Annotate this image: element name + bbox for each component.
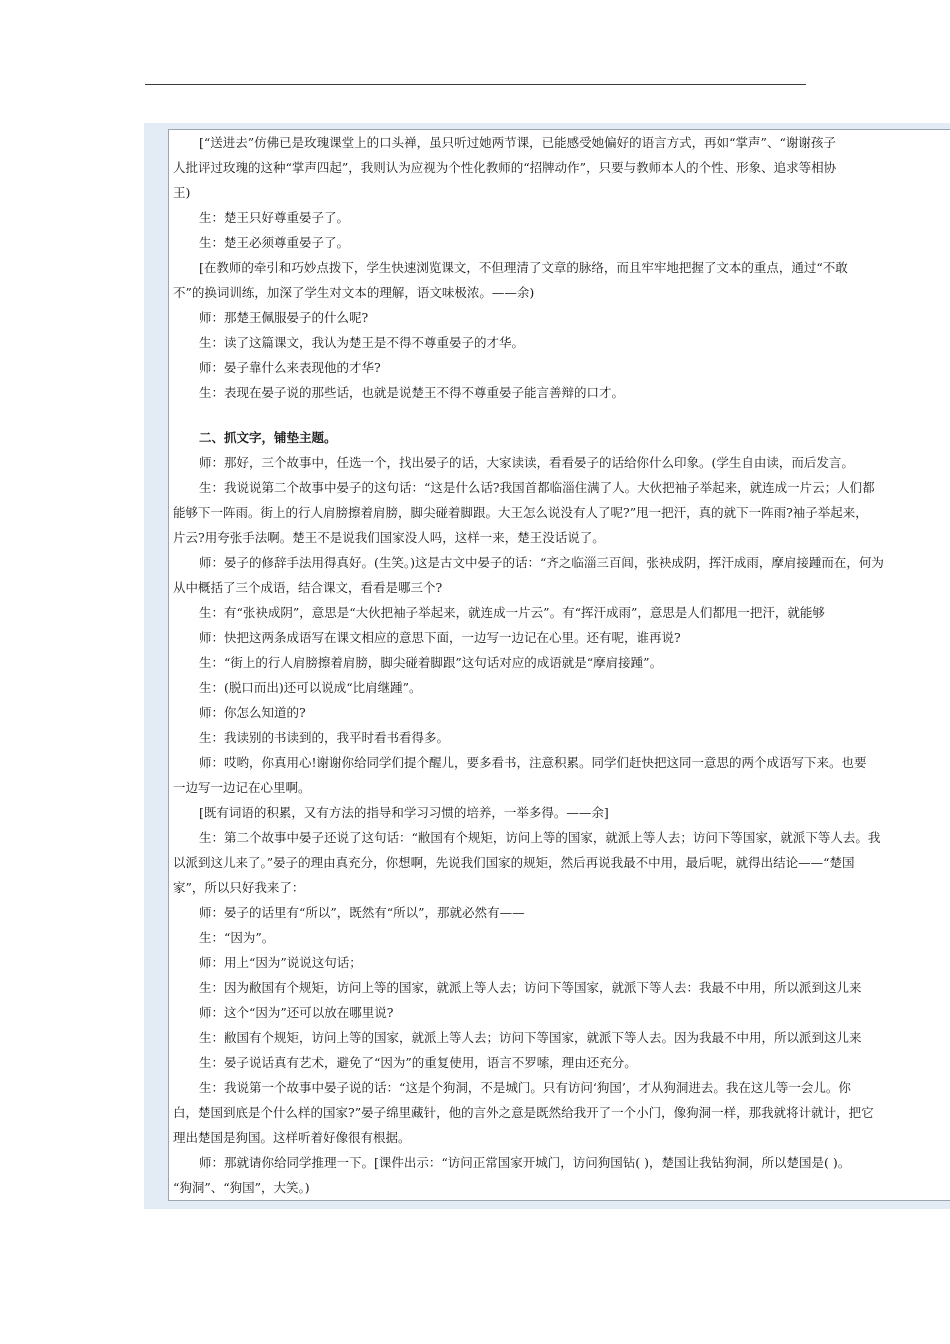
text-line: 生：“街上的行人肩膀擦着肩膀，脚尖碰着脚跟”这句话对应的成语就是“摩肩接踵”。 <box>199 655 663 670</box>
section-spacer <box>169 405 950 425</box>
student-line <box>169 650 950 675</box>
text-line: 生：第二个故事中晏子还说了这句话：“敝国有个规矩，访问上等的国家，就派上等人去；访问下等国家，就派下等人去。我 <box>199 830 881 845</box>
teacher-line <box>169 450 950 475</box>
text-line: 人批评过玫瑰的这种“掌声四起”，我则认为应视为个性化教师的“招牌动作”，只要与教师本人的个性、形象、追求等相协 <box>173 160 837 175</box>
teacher-line <box>169 950 950 975</box>
text-line: 理出楚国是狗国。这样听着好像很有根据。 <box>173 1130 411 1145</box>
text-line: 师：你怎么知道的? <box>199 705 306 720</box>
text-line: 生：晏子说话真有艺术，避免了“因为”的重复使用，语言不罗嗦，理由还充分。 <box>199 1055 637 1070</box>
student-line <box>169 825 950 900</box>
text-line: 生：(脱口而出)还可以说成“比肩继踵”。 <box>199 680 422 695</box>
text-line: 王) <box>173 185 191 200</box>
text-line: 生：有“张袂成阴”，意思是“大伙把袖子举起来，就连成一片云”。有“挥汗成雨”，意思是人们都甩一把汗，就能够 <box>199 605 825 620</box>
student-line <box>169 1050 950 1075</box>
text-line: [在教师的牵引和巧妙点拨下，学生快速浏览课文，不但理清了文章的脉络，而且牢牢地把握了文本的重点，通过“不敢 <box>199 260 848 275</box>
text-line: 生：“因为”。 <box>199 930 275 945</box>
text-line: 师：快把这两条成语写在课文相应的意思下面，一边写一边记在心里。还有呢，谁再说? <box>199 630 681 645</box>
text-line: “狗洞”、“狗国”，大笑。) <box>173 1180 310 1195</box>
student-line <box>169 330 950 355</box>
text-line: 从中概括了三个成语，结合课文，看看是哪三个? <box>173 580 443 595</box>
teacher-line <box>169 1000 950 1025</box>
text-line: 师：那就请你给同学推理一下。[课件出示：“访问正常国家开城门，访问狗国钻( )，楚国让我钻狗洞，所以楚国是( )。 <box>199 1155 851 1170</box>
student-line <box>169 925 950 950</box>
teacher-line <box>169 355 950 380</box>
student-line <box>169 230 950 255</box>
text-line: 不”的换词训练，加深了学生对文本的理解，语文味极浓。——余) <box>173 285 535 300</box>
student-line <box>169 205 950 230</box>
student-line <box>169 1075 950 1150</box>
teacher-line <box>169 750 950 800</box>
text-line: 生：楚王只好尊重晏子了。 <box>199 210 350 225</box>
commentary-paragraph <box>169 130 950 205</box>
student-line <box>169 675 950 700</box>
text-line: 一边写一边记在心里啊。 <box>173 780 311 795</box>
section-heading <box>169 425 950 450</box>
lesson-transcript-text <box>168 129 950 1201</box>
text-line: 片云?用夸张手法啊。楚王不是说我们国家没人吗，这样一来，楚王没话说了。 <box>173 530 605 545</box>
student-line <box>169 380 950 405</box>
text-line: 二、抓文字，铺垫主题。 <box>199 430 337 445</box>
text-line: 生：表现在晏子说的那些话，也就是说楚王不得不尊重晏子能言善辩的口才。 <box>199 385 625 400</box>
text-line: [“送进去”仿佛已是玫瑰课堂上的口头禅，虽只听过她两节课，已能感受她偏好的语言方式，再如“掌声”、“谢谢孩子 <box>199 135 836 150</box>
commentary-paragraph <box>169 800 950 825</box>
text-line: 师：晏子的话里有“所以”，既然有“所以”，那就必然有—— <box>199 905 525 920</box>
text-line: 生：楚王必须尊重晏子了。 <box>199 235 350 250</box>
text-line: 师：晏子靠什么来表现他的才华? <box>199 360 381 375</box>
student-line <box>169 1025 950 1050</box>
text-line: 生：我说第一个故事中晏子说的话：“这是个狗洞，不是城门。只有访问‘狗国’，才从狗洞进去。我在这儿等一会儿。你 <box>199 1080 851 1095</box>
teacher-line <box>169 305 950 330</box>
text-line: 生：我读别的书读到的，我平时看书看得多。 <box>199 730 450 745</box>
teacher-line <box>169 1150 950 1200</box>
student-line <box>169 600 950 625</box>
text-line: 家”，所以只好我来了： <box>173 880 305 895</box>
commentary-paragraph <box>169 255 950 305</box>
text-line: 师：这个“因为”还可以放在哪里说? <box>199 1005 394 1020</box>
text-line: 师：那好，三个故事中，任选一个，找出晏子的话，大家读读，看看晏子的话给你什么印象。(学生自由读，而后发言。 <box>199 455 854 470</box>
text-line: 能够下一阵雨。街上的行人肩膀擦着肩膀，脚尖碰着脚跟。大王怎么说没有人了呢?”甩一把汗，真的就下一阵雨?袖子举起来， <box>173 505 868 520</box>
text-line: 生：我说说第二个故事中晏子的这句话：“这是什么话?我国首都临淄住满了人。大伙把袖子举起来，就连成一片云；人们都 <box>199 480 875 495</box>
text-line: 白，楚国到底是个什么样的国家?”晏子绵里藏针，他的言外之意是既然给我开了一个小门，像狗洞一样，那我就将计就计，把它 <box>173 1105 874 1120</box>
student-line <box>169 725 950 750</box>
teacher-line <box>169 700 950 725</box>
text-line: 师：晏子的修辞手法用得真好。(生笑。)这是古文中晏子的话：“齐之临淄三百闾，张袂成阴，挥汗成雨，摩肩接踵而在，何为 <box>199 555 884 570</box>
text-line: 师：那楚王佩服晏子的什么呢? <box>199 310 369 325</box>
student-line <box>169 475 950 550</box>
text-line: [既有词语的积累，又有方法的指导和学习习惯的培养，一举多得。——余] <box>199 805 609 820</box>
student-line <box>169 975 950 1000</box>
teacher-line <box>169 625 950 650</box>
text-line: 生：因为敝国有个规矩，访问上等的国家，就派上等人去；访问下等国家，就派下等人去：我最不中用，所以派到这儿来 <box>199 980 862 995</box>
text-line: 师：哎哟，你真用心!谢谢你给同学们提个醒儿，要多看书，注意积累。同学们赶快把这同一意思的两个成语写下来。也要 <box>199 755 867 770</box>
teacher-line <box>169 900 950 925</box>
lesson-transcript-panel <box>144 123 950 1209</box>
teacher-line <box>169 550 950 600</box>
text-line: 生：敝国有个规矩，访问上等的国家，就派上等人去；访问下等国家，就派下等人去。因为我最不中用，所以派到这儿来 <box>199 1030 862 1045</box>
text-line: 师：用上“因为”说说这句话； <box>199 955 362 970</box>
text-line: 以派到这儿来了。”晏子的理由真充分，你想啊，先说我们国家的规矩，然后再说我最不中用，最后呢，就得出结论——“楚国 <box>173 855 855 870</box>
text-line: 生：读了这篇课文，我认为楚王是不得不尊重晏子的才华。 <box>199 335 525 350</box>
top-divider-line <box>145 84 806 85</box>
